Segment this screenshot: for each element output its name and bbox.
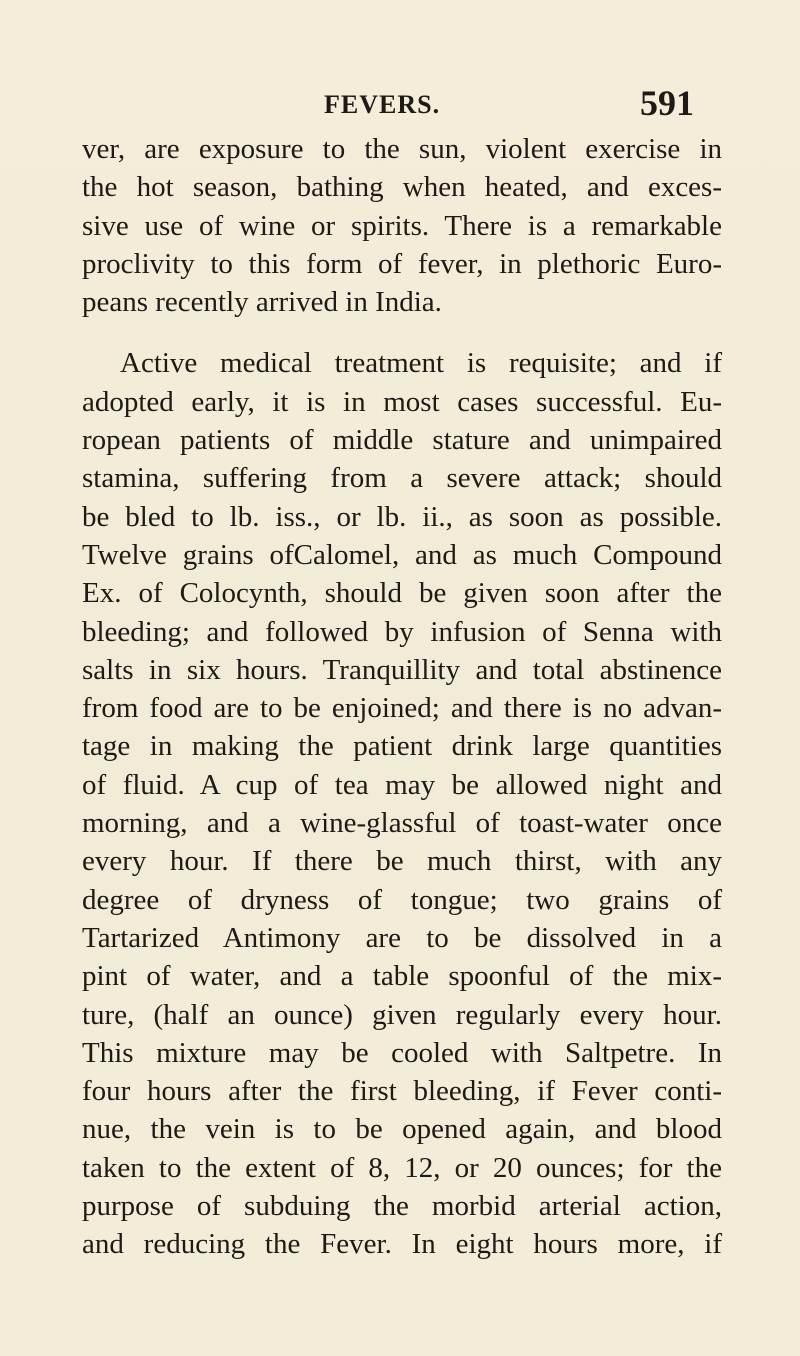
running-head-title: FEVERS. [324,90,441,119]
paragraph-gap [82,321,722,344]
text-line: peans recently arrived in India. [82,286,442,319]
text-line: from food are to be enjoined; and there is no advan- [82,692,722,725]
page-number: 591 [640,83,694,123]
text-line: degree of dryness of tongue; two grains of [82,883,722,916]
text-line: every hour. If there be much thirst, with any [82,845,722,878]
text-line: purpose of subduing the morbid arterial action, [82,1190,722,1223]
running-head [0,82,800,122]
text-line: and reducing the Fever. In eight hours more, if [82,1228,722,1261]
text-line: pint of water, and a table spoonful of the mix- [82,960,722,993]
text-line: nue, the vein is to be opened again, and blood [82,1113,722,1146]
paragraph-treatment [82,344,722,1263]
text-line: sive use of wine or spirits. There is a remarkable [82,209,722,242]
text-line: of fluid. A cup of tea may be allowed night and [82,768,722,801]
text-line: adopted early, it is in most cases successful. Eu- [82,385,722,418]
text-line: bleeding; and followed by infusion of Senna with [82,615,722,648]
text-line: be bled to lb. iss., or lb. ii., as soon as possible. [82,500,722,533]
text-line: salts in six hours. Tranquillity and total abstinence [82,653,722,686]
body-text [82,130,722,1264]
text-line: Ex. of Colocynth, should be given soon after the [82,577,722,610]
paragraph-continuation [82,130,722,321]
text-line: taken to the extent of 8, 12, or 20 ounces; for the [82,1151,722,1184]
text-line: Twelve grains ofCalomel, and as much Compound [82,538,722,571]
text-line: tage in making the patient drink large quantities [82,730,722,763]
text-line: ropean patients of middle stature and unimpaired [82,424,722,457]
text-line: ver, are exposure to the sun, violent exercise in [82,133,722,165]
text-line: morning, and a wine-glassful of toast-water once [82,807,722,840]
text-line: ture, (half an ounce) given regularly every hour. [82,998,722,1031]
text-line: stamina, suffering from a severe attack; should [82,462,722,495]
text-line: This mixture may be cooled with Saltpetre. In [82,1036,722,1069]
text-line: Tartarized Antimony are to be dissolved in a [82,921,722,954]
text-line: the hot season, bathing when heated, and exces- [82,171,722,204]
text-line: proclivity to this form of fever, in plethoric Euro- [82,247,722,280]
text-line: four hours after the first bleeding, if Fever conti- [82,1075,722,1108]
text-line: Active medical treatment is requisite; and if [120,347,722,380]
